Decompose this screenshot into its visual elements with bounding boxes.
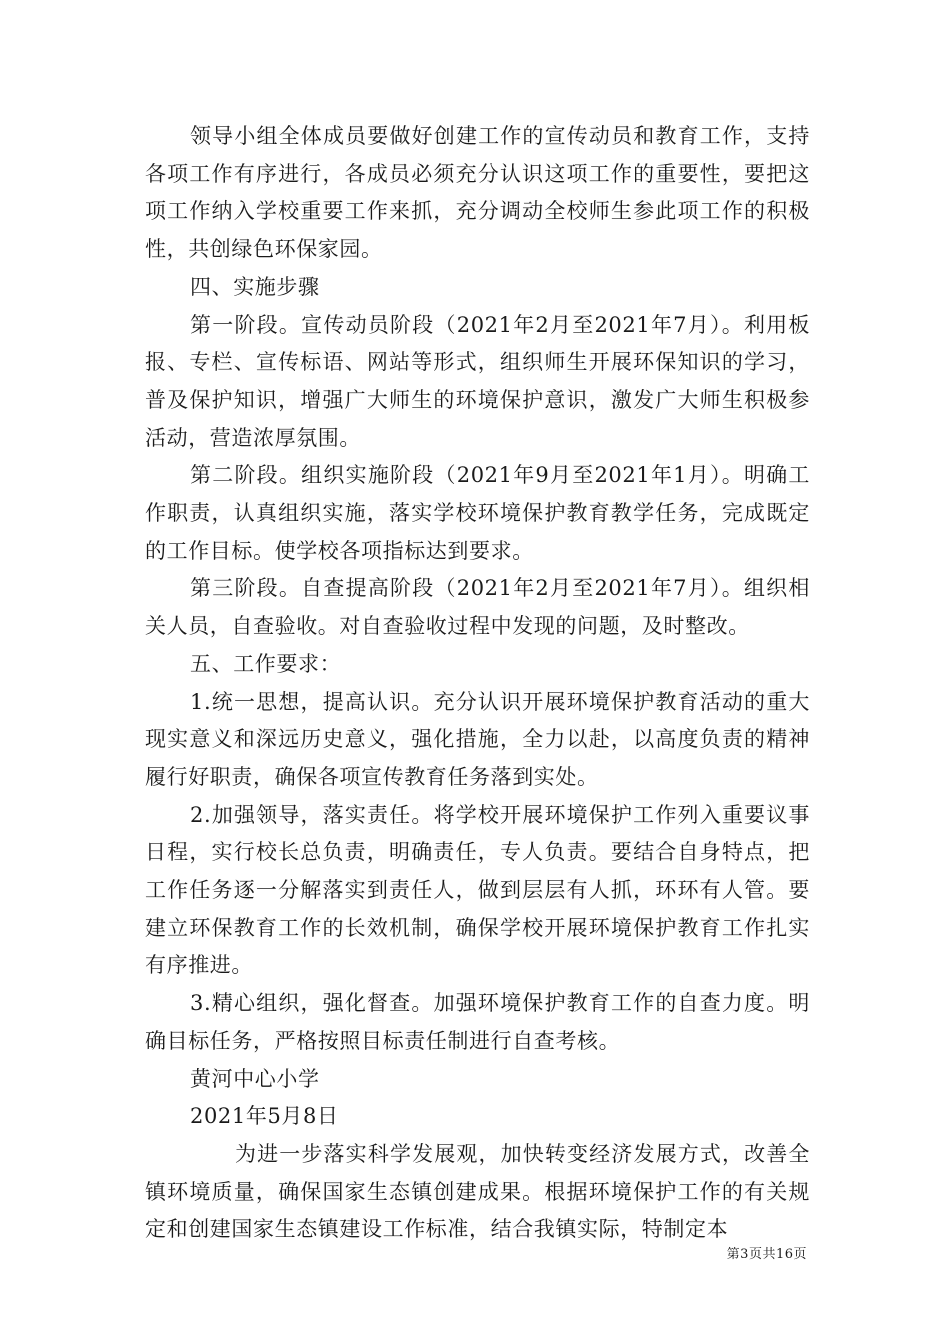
paragraph-requirement-3: 3.精心组织，强化督查。加强环境保护教育工作的自查力度。明确目标任务，严格按照目标责任制进行自查考核。 — [145, 991, 810, 1053]
paragraph-requirement-2: 2.加强领导，落实责任。将学校开展环境保护工作列入重要议事日程，实行校长总负责，明确责任，专人负责。要结合自身特点，把工作任务逐一分解落实到责任人，做到层层有人抓，环环有人管。要建立环保教育工作的长效机制，确保学校开展环境保护教育工作扎实有序推进。 — [145, 802, 810, 978]
document-body — [145, 118, 810, 1249]
paragraph-next-document-intro: 为进一步落实科学发展观，加快转变经济发展方式，改善全镇环境质量，确保国家生态镇创建成果。根据环境保护工作的有关规定和创建国家生态镇建设工作标准，结合我镇实际，特制定本 — [145, 1141, 810, 1242]
signature-date: 2021年5月8日 — [190, 1104, 339, 1129]
page-number-footer: 第3页共16页 — [726, 1247, 807, 1262]
paragraph-leadership-duties: 领导小组全体成员要做好创建工作的宣传动员和教育工作，支持各项工作有序进行，各成员必须充分认识这项工作的重要性，要把这项工作纳入学校重要工作来抓，充分调动全校师生参此项工作的积极性，共创绿色环保家园。 — [145, 124, 810, 262]
signature-school-name: 黄河中心小学 — [190, 1066, 320, 1091]
paragraph-phase-two: 第二阶段。组织实施阶段（2021年9月至2021年1月）。明确工作职责，认真组织实施，落实学校环境保护教育教学任务，完成既定的工作目标。使学校各项指标达到要求。 — [145, 463, 810, 563]
section-heading-work-requirements: 五、工作要求： — [190, 651, 342, 676]
paragraph-phase-three: 第三阶段。自查提高阶段（2021年2月至2021年7月）。组织相关人员，自查验收。对自查验收过程中发现的问题，及时整改。 — [145, 576, 810, 639]
paragraph-phase-one: 第一阶段。宣传动员阶段（2021年2月至2021年7月）。利用板报、专栏、宣传标语、网站等形式，组织师生开展环保知识的学习，普及保护知识，增强广大师生的环境保护意识，激发广大师生积极参活动，营造浓厚氛围。 — [145, 312, 810, 450]
paragraph-requirement-1: 1.统一思想，提高认识。充分认识开展环境保护教育活动的重大现实意义和深远历史意义，强化措施，全力以赴，以高度负责的精神履行好职责，确保各项宣传教育任务落到实处。 — [145, 689, 810, 789]
section-heading-implementation-steps: 四、实施步骤 — [190, 274, 320, 299]
